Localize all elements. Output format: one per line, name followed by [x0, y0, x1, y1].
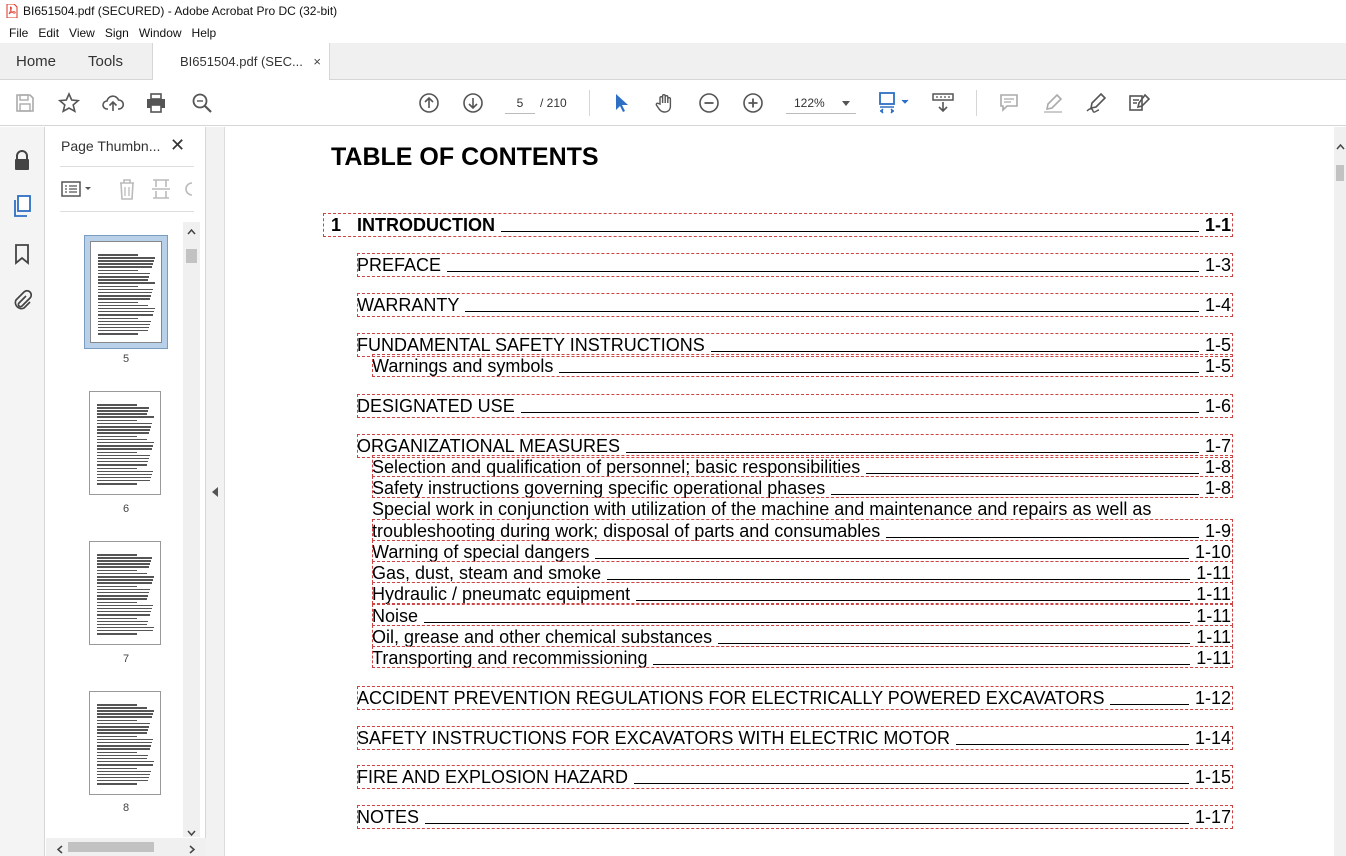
scroll-up-icon[interactable]: [187, 224, 196, 238]
thumbnail-page-7[interactable]: [89, 541, 161, 645]
toc-entry-title: Oil, grease and other chemical substances: [372, 627, 713, 647]
toc-entry-title: INTRODUCTION: [357, 215, 495, 235]
toc-entry[interactable]: [357, 436, 1231, 456]
left-navigation-rail: [0, 127, 45, 856]
sign-pen-icon[interactable]: [1085, 91, 1109, 115]
panel-title: Page Thumbn...: [61, 138, 161, 154]
scroll-left-icon[interactable]: [56, 843, 63, 856]
toc-entry-title: WARRANTY: [357, 295, 460, 315]
menu-bar: [0, 22, 1346, 43]
scroll-mode-icon[interactable]: [931, 91, 955, 115]
toc-leader-line: [636, 600, 1190, 601]
toc-leader-line: [1110, 704, 1188, 705]
thumbnail-horizontal-scrollbar[interactable]: [46, 838, 206, 856]
thumbnail-page-6[interactable]: [89, 391, 161, 495]
scrollbar-thumb[interactable]: [186, 249, 197, 263]
toc-entry[interactable]: [372, 584, 1231, 604]
toc-entry[interactable]: [357, 295, 1231, 315]
toc-entry-title: DESIGNATED USE: [357, 396, 515, 416]
toc-page-number: 1-15: [1194, 767, 1231, 787]
toc-leader-line: [866, 473, 1199, 474]
toc-leader-line: [424, 622, 1190, 623]
toc-leader-line: [447, 271, 1199, 272]
toc-entry-title: Warning of special dangers: [372, 542, 590, 562]
thumbnail-label: 5: [122, 353, 130, 365]
toc-leader-line: [559, 372, 1199, 373]
title-bar: [0, 0, 1346, 22]
zoom-in-icon[interactable]: [741, 91, 765, 115]
menu-view[interactable]: View: [69, 25, 95, 40]
toc-entry[interactable]: [372, 606, 1231, 626]
menu-edit[interactable]: Edit: [38, 25, 60, 40]
toc-entry[interactable]: [372, 457, 1231, 477]
toc-page-number: 1-9: [1204, 521, 1231, 541]
toc-entry[interactable]: [357, 335, 1231, 355]
comment-icon[interactable]: [997, 91, 1021, 115]
toc-page-number: 1-11: [1196, 648, 1231, 668]
toc-entry-title: troubleshooting during work; disposal of parts and consumables: [372, 521, 881, 541]
toc-entry-title: Gas, dust, steam and smoke: [372, 563, 602, 583]
toc-entry-title: Warnings and symbols: [372, 356, 554, 376]
toc-entry[interactable]: [372, 648, 1231, 668]
toc-entry[interactable]: [357, 396, 1231, 416]
toc-page-number: 1-8: [1204, 457, 1231, 477]
thumbnail-tools: [60, 177, 194, 201]
previous-page-icon[interactable]: [417, 91, 441, 115]
tab-document-label: BI651504.pdf (SEC...: [180, 54, 303, 69]
toc-page-number: 1-5: [1204, 335, 1231, 355]
menu-window[interactable]: Window: [138, 25, 182, 40]
document-vertical-scrollbar[interactable]: [1334, 127, 1346, 856]
extract-page-icon[interactable]: [150, 177, 174, 201]
toc-leader-line: [886, 537, 1199, 538]
upload-cloud-icon[interactable]: [101, 91, 125, 115]
toc-leader-line: [711, 351, 1199, 352]
toc-page-number: 1-11: [1196, 627, 1231, 647]
toc-entry-title: PREFACE: [357, 255, 442, 275]
toc-leader-line: [501, 231, 1199, 232]
document-title: TABLE OF CONTENTS: [331, 143, 599, 171]
toc-entry[interactable]: [357, 728, 1231, 748]
panel-splitter[interactable]: [206, 127, 225, 856]
panel-divider: [60, 211, 194, 212]
menu-sign[interactable]: Sign: [104, 25, 129, 40]
toc-page-number: 1-4: [1204, 295, 1231, 315]
toc-entry-title: SAFETY INSTRUCTIONS FOR EXCAVATORS WITH ELECTRIC MOTOR: [357, 728, 951, 748]
redact-tool-icon[interactable]: [1128, 91, 1152, 115]
window-title: BI651504.pdf (SECURED) - Adobe Acrobat Pro DC (32-bit): [23, 4, 338, 18]
toc-leader-line: [956, 744, 1189, 745]
toc-leader-line: [595, 558, 1189, 559]
toc-entry-title: Selection and qualification of personnel; basic responsibilities: [372, 457, 861, 477]
bookmark-star-icon[interactable]: [57, 91, 81, 115]
document-view[interactable]: [226, 127, 1334, 856]
toc-leader-line: [831, 494, 1199, 495]
hand-tool-icon[interactable]: [653, 91, 677, 115]
zoom-level-select[interactable]: [786, 92, 856, 114]
close-panel-icon[interactable]: ✕: [170, 135, 186, 155]
toc-entry[interactable]: [372, 478, 1231, 498]
toc-entry[interactable]: [372, 563, 1231, 583]
toc-leader-line: [521, 412, 1199, 413]
toc-page-number: 1-10: [1194, 542, 1231, 562]
thumbnail-vertical-scrollbar[interactable]: [183, 222, 200, 837]
options-menu-icon[interactable]: [60, 179, 94, 201]
acrobat-pdf-icon: [6, 4, 18, 18]
thumbnail-label: 8: [122, 802, 130, 814]
print-icon[interactable]: [144, 91, 168, 115]
thumbnail-page-8[interactable]: [89, 691, 161, 795]
toc-leader-line: [425, 823, 1189, 824]
zoom-out-icon[interactable]: [697, 91, 721, 115]
toc-page-number: 1-8: [1204, 478, 1231, 498]
toc-page-number: 1-1: [1204, 215, 1231, 235]
tab-home[interactable]: Home: [16, 53, 57, 70]
section-number: 1: [331, 215, 342, 235]
toolbar-divider: [589, 90, 590, 116]
toc-entry-title: NOTES: [357, 807, 420, 827]
thumbnail-lines: [98, 252, 156, 336]
toc-entry-title: FUNDAMENTAL SAFETY INSTRUCTIONS: [357, 335, 705, 355]
toc-page-number: 1-6: [1204, 396, 1231, 416]
thumbnail-label: 6: [122, 503, 130, 515]
toc-leader-line: [626, 452, 1199, 453]
toc-leader-line: [653, 664, 1190, 665]
toc-entry-title: ORGANIZATIONAL MEASURES: [357, 436, 621, 456]
next-page-icon[interactable]: [461, 91, 485, 115]
collapse-panel-icon[interactable]: [212, 487, 218, 497]
toc-entry[interactable]: [372, 627, 1231, 647]
rotate-page-icon[interactable]: [184, 177, 194, 201]
toc-page-number: 1-14: [1194, 728, 1231, 748]
save-icon[interactable]: [13, 91, 37, 115]
thumbnail-page-5[interactable]: [84, 235, 168, 349]
fit-page-icon[interactable]: [876, 91, 912, 115]
toc-entry-title: FIRE AND EXPLOSION HAZARD: [357, 767, 629, 787]
thumbnail-lines: [97, 552, 155, 636]
thumbnail-lines: [97, 402, 155, 486]
toc-page-number: 1-3: [1204, 255, 1231, 275]
toc-entry-title: Noise: [372, 606, 419, 626]
toolbar-divider: [976, 90, 977, 116]
zoom-level-value: 122%: [794, 96, 825, 110]
thumbnail-label: 7: [122, 653, 130, 665]
toc-page-number: 1-5: [1204, 356, 1231, 376]
bookmark-icon[interactable]: [10, 242, 34, 266]
page-total: / 210: [540, 96, 567, 110]
thumbnail-lines: [97, 702, 155, 786]
toc-entry-title: ACCIDENT PREVENTION REGULATIONS FOR ELECTRICALLY POWERED EXCAVATORS: [357, 688, 1105, 708]
toc-entry-title: Safety instructions governing specific operational phases: [372, 478, 826, 498]
toc-entry[interactable]: [357, 215, 1231, 235]
scroll-right-icon[interactable]: [189, 843, 196, 856]
table-of-contents: [226, 127, 1334, 856]
toc-page-number: 1-17: [1194, 807, 1231, 827]
page-thumbnails-panel: [46, 127, 206, 856]
panel-divider: [60, 166, 194, 167]
toc-entry[interactable]: [357, 807, 1231, 827]
scroll-up-icon[interactable]: [1336, 139, 1345, 153]
toc-entry[interactable]: [357, 688, 1231, 708]
toc-page-number: 1-7: [1204, 436, 1231, 456]
tab-document[interactable]: [152, 43, 330, 81]
toc-leader-line: [465, 311, 1199, 312]
toc-leader-line: [607, 579, 1190, 580]
scrollbar-thumb[interactable]: [1336, 165, 1344, 181]
toc-leader-line: [634, 783, 1189, 784]
toc-page-number: 1-11: [1196, 606, 1231, 626]
select-cursor-icon[interactable]: [609, 91, 633, 115]
thumbnail-image: [90, 241, 162, 343]
toc-entry-continued[interactable]: Special work in conjunction with utilization of the machine and maintenance and repairs as well as: [372, 499, 1152, 519]
tab-bar: [0, 43, 1346, 80]
main-toolbar: [0, 80, 1346, 126]
search-zoom-icon[interactable]: [190, 91, 214, 115]
highlight-pen-icon[interactable]: [1041, 91, 1065, 115]
page-thumbnails-icon[interactable]: [10, 194, 34, 218]
toc-page-number: 1-11: [1196, 563, 1231, 583]
tab-tools[interactable]: Tools: [88, 53, 124, 70]
toc-entry[interactable]: [357, 767, 1231, 787]
toc-page-number: 1-11: [1196, 584, 1231, 604]
toc-entry[interactable]: [372, 521, 1231, 541]
toc-leader-line: [718, 643, 1190, 644]
chevron-down-icon: [842, 101, 850, 106]
menu-file[interactable]: File: [9, 25, 29, 40]
toc-page-number: 1-12: [1194, 688, 1231, 708]
toc-entry[interactable]: [357, 255, 1231, 275]
page-number-input[interactable]: 5: [505, 92, 535, 114]
toc-entry[interactable]: [372, 542, 1231, 562]
attachment-paperclip-icon[interactable]: [10, 288, 34, 312]
tab-close-icon[interactable]: ×: [313, 54, 321, 69]
delete-page-icon[interactable]: [116, 177, 138, 201]
toc-entry[interactable]: [372, 356, 1231, 376]
scrollbar-thumb[interactable]: [68, 842, 154, 852]
toc-entry-title: Hydraulic / pneumatc equipment: [372, 584, 631, 604]
toc-entry-title: Transporting and recommissioning: [372, 648, 648, 668]
lock-icon[interactable]: [10, 148, 34, 172]
menu-help[interactable]: Help: [191, 25, 217, 40]
